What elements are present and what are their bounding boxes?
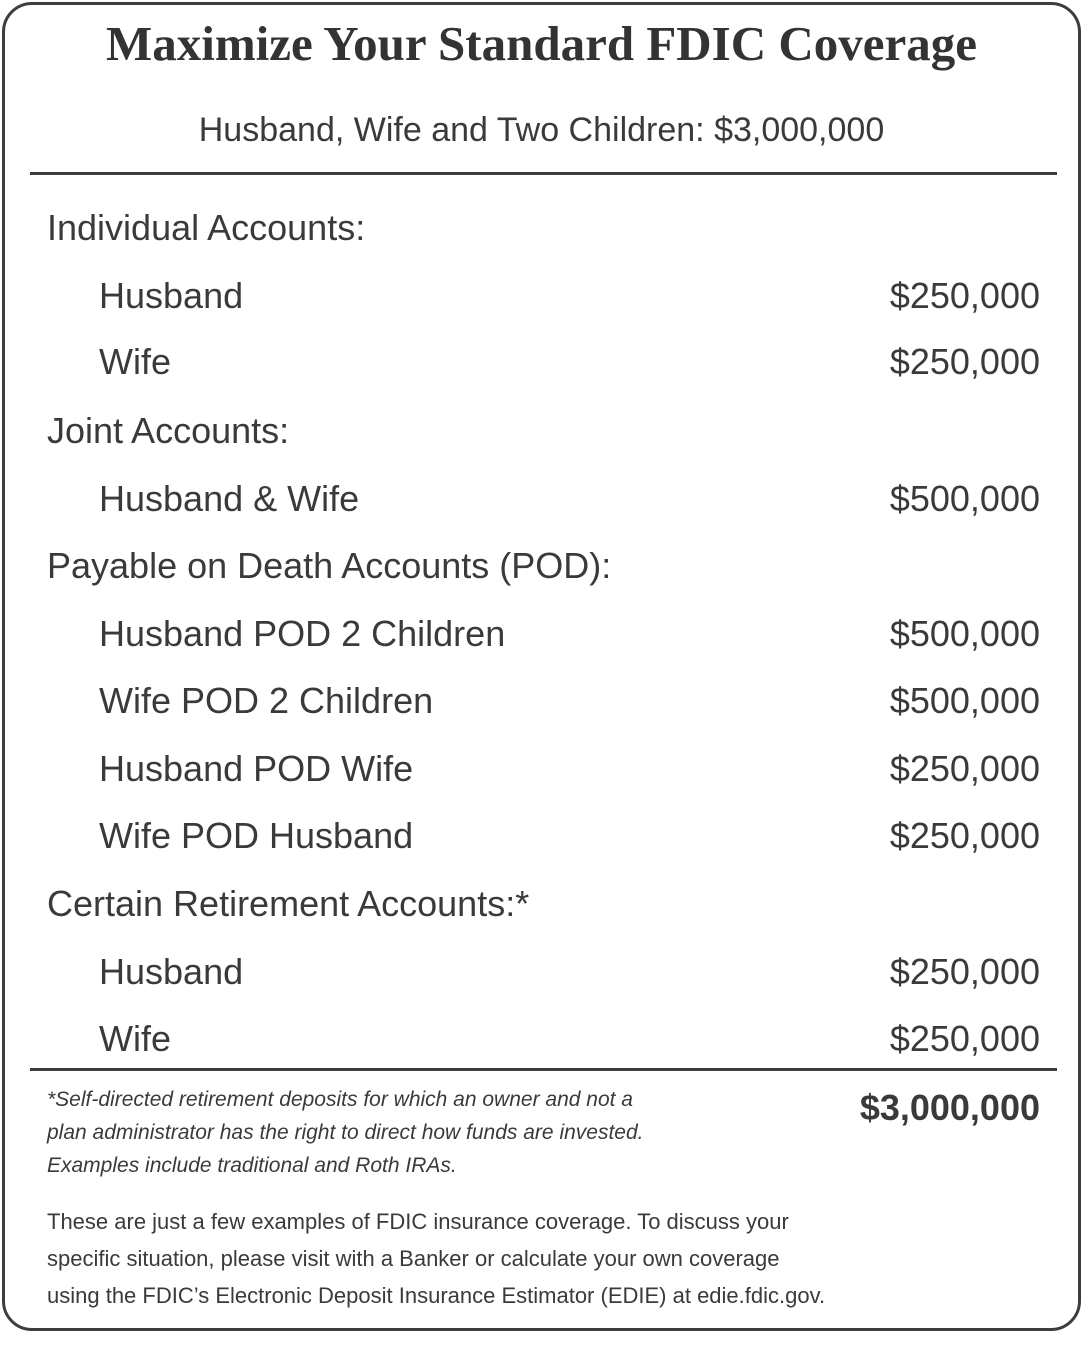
table-row [0, 1014, 1083, 1064]
account-amount: $500,000 [889, 680, 1040, 721]
account-amount: $250,000 [889, 341, 1040, 382]
table-row [0, 676, 1083, 726]
account-label: Husband POD 2 Children [99, 613, 506, 654]
table-row [0, 744, 1083, 794]
page-title: Maximize Your Standard FDIC Coverage [105, 16, 978, 71]
table-row [0, 609, 1083, 659]
account-label: Wife POD Husband [99, 815, 414, 856]
total-amount: $3,000,000 [859, 1087, 1040, 1128]
account-label: Husband [99, 951, 244, 992]
subtitle: Husband, Wife and Two Children: $3,000,000 [198, 111, 885, 149]
account-label: Wife [99, 341, 171, 382]
disclaimer [47, 1203, 825, 1314]
section-label: Certain Retirement Accounts:* [47, 883, 530, 924]
account-amount: $250,000 [889, 1018, 1040, 1059]
table-row [0, 337, 1083, 387]
section-header [0, 203, 1083, 253]
section-header [0, 879, 1083, 929]
section-label: Payable on Death Accounts (POD): [47, 545, 612, 586]
account-amount: $250,000 [889, 748, 1040, 789]
table-row [0, 271, 1083, 321]
account-amount: $250,000 [889, 815, 1040, 856]
disclaimer-line: using the FDIC’s Electronic Deposit Insurance Estimator (EDIE) at edie.fdic.gov. [47, 1283, 826, 1308]
account-label: Husband & Wife [99, 478, 360, 519]
account-amount: $250,000 [889, 275, 1040, 316]
account-label: Husband [99, 275, 244, 316]
section-label: Joint Accounts: [47, 410, 290, 451]
bottom-divider [30, 1068, 1057, 1071]
account-label: Husband POD Wife [99, 748, 414, 789]
footnote-line: *Self-directed retirement deposits for which an owner and not a [47, 1088, 633, 1111]
table-row [0, 474, 1083, 524]
account-amount: $250,000 [889, 951, 1040, 992]
account-label: Wife POD 2 Children [99, 680, 434, 721]
disclaimer-line: These are just a few examples of FDIC insurance coverage. To discuss your [47, 1209, 789, 1234]
table-row [0, 947, 1083, 997]
account-amount: $500,000 [889, 478, 1040, 519]
top-divider [30, 172, 1057, 175]
footnote-line: plan administrator has the right to direct how funds are invested. [47, 1121, 644, 1144]
account-amount: $500,000 [889, 613, 1040, 654]
section-header [0, 541, 1083, 591]
footnote-line: Examples include traditional and Roth IRAs. [47, 1154, 457, 1177]
footnote [47, 1083, 644, 1182]
account-label: Wife [99, 1018, 171, 1059]
section-header [0, 406, 1083, 456]
section-label: Individual Accounts: [47, 207, 366, 248]
table-row [0, 811, 1083, 861]
disclaimer-line: specific situation, please visit with a Banker or calculate your own coverage [47, 1246, 780, 1271]
